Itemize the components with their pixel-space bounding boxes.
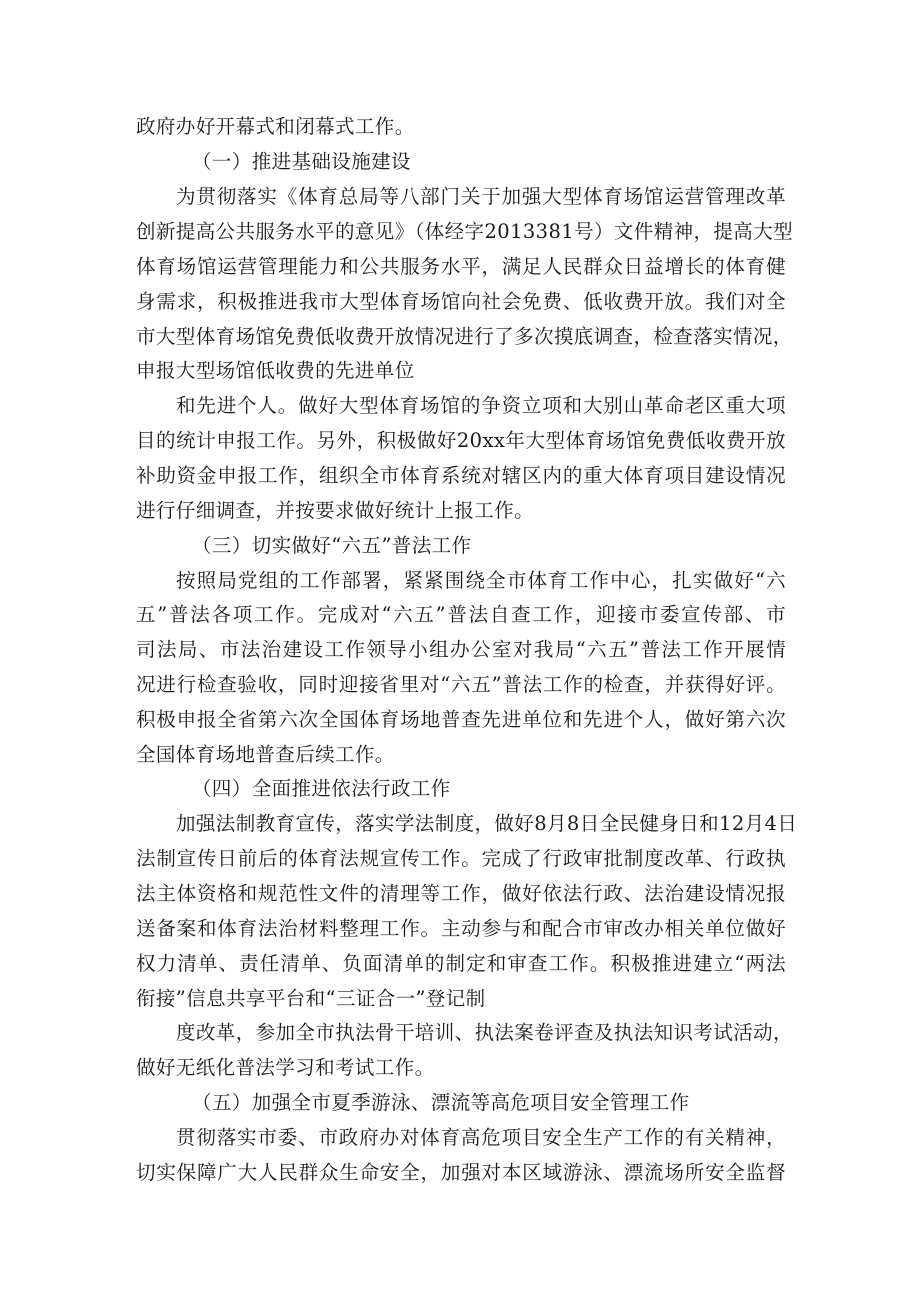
text-line: 切实保障广大人民群众生命安全，加强对本区域游泳、漂流场所安全监督 [136, 1161, 786, 1184]
text-line: 按照局党组的工作部署，紧紧围绕全市体育工作中心，扎实做好“六 [176, 569, 786, 592]
text-line: 政府办好开幕式和闭幕式工作。 [136, 115, 415, 138]
text-line: 体育场馆运营管理能力和公共服务水平，满足人民群众日益增长的体育健 [136, 255, 786, 278]
text-line: 权力清单、责任清单、负面清单的制定和审查工作。积极推进建立“两法 [136, 952, 786, 975]
text-line: 全国体育场地普查后续工作。 [136, 743, 395, 766]
text-line: 法制宣传日前后的体育法规宣传工作。完成了行政审批制度改革、行政执 [136, 847, 786, 870]
text-line: 身需求，积极推进我市大型体育场馆向社会免费、低收费开放。我们对全 [136, 290, 786, 313]
text-line: 和先进个人。做好大型体育场馆的争资立项和大别山革命老区重大项 [176, 394, 786, 417]
text-line: 度改革，参加全市执法骨干培训、执法案卷评查及执法知识考试活动， [176, 1021, 793, 1044]
text-line: 补助资金申报工作，组织全市体育系统对辖区内的重大体育项目建设情况 [136, 464, 786, 487]
section-heading-4: （四）全面推进依法行政工作 [192, 777, 451, 800]
section-heading-1: （一）推进基础设施建设 [192, 150, 411, 173]
text-line: 积极申报全省第六次全国体育场地普查先进单位和先进个人，做好第六次 [136, 708, 786, 731]
text-line: 衔接”信息共享平台和“三证合一”登记制 [136, 987, 486, 1010]
text-line: 加强法制教育宣传，落实学法制度，做好8月8日全民健身日和12月4日 [176, 812, 798, 835]
text-line: 司法局、市法治建设工作领导小组办公室对我局“六五”普法工作开展情 [136, 638, 786, 661]
text-line: 申报大型场馆低收费的先进单位 [136, 359, 415, 382]
text-line: 为贯彻落实《体育总局等八部门关于加强大型体育场馆运营管理改革 [176, 185, 786, 208]
text-line: 目的统计申报工作。另外，积极做好20xx年大型体育场馆免费低收费开放 [136, 429, 786, 452]
text-line: 创新提高公共服务水平的意见》（体经字2013381号）文件精神，提高大型 [136, 220, 793, 243]
section-heading-3: （三）切实做好“六五”普法工作 [192, 534, 472, 557]
text-line: 进行仔细调查，并按要求做好统计上报工作。 [136, 499, 535, 522]
text-line: 况进行检查验收，同时迎接省里对“六五”普法工作的检查，并获得好评。 [136, 673, 786, 696]
section-heading-5: （五）加强全市夏季游泳、漂流等高危项目安全管理工作 [192, 1091, 690, 1114]
text-line: 五”普法各项工作。完成对“六五”普法自查工作，迎接市委宣传部、市 [136, 603, 786, 626]
text-line: 法主体资格和规范性文件的清理等工作，做好依法行政、法治建设情况报 [136, 882, 786, 905]
text-line: 贯彻落实市委、市政府办对体育高危项目安全生产工作的有关精神， [176, 1126, 786, 1149]
text-line: 做好无纸化普法学习和考试工作。 [136, 1056, 435, 1079]
text-line: 送备案和体育法治材料整理工作。主动参与和配合市审改办相关单位做好 [136, 917, 786, 940]
text-line: 市大型体育场馆免费低收费开放情况进行了多次摸底调查，检查落实情况， [136, 325, 793, 348]
